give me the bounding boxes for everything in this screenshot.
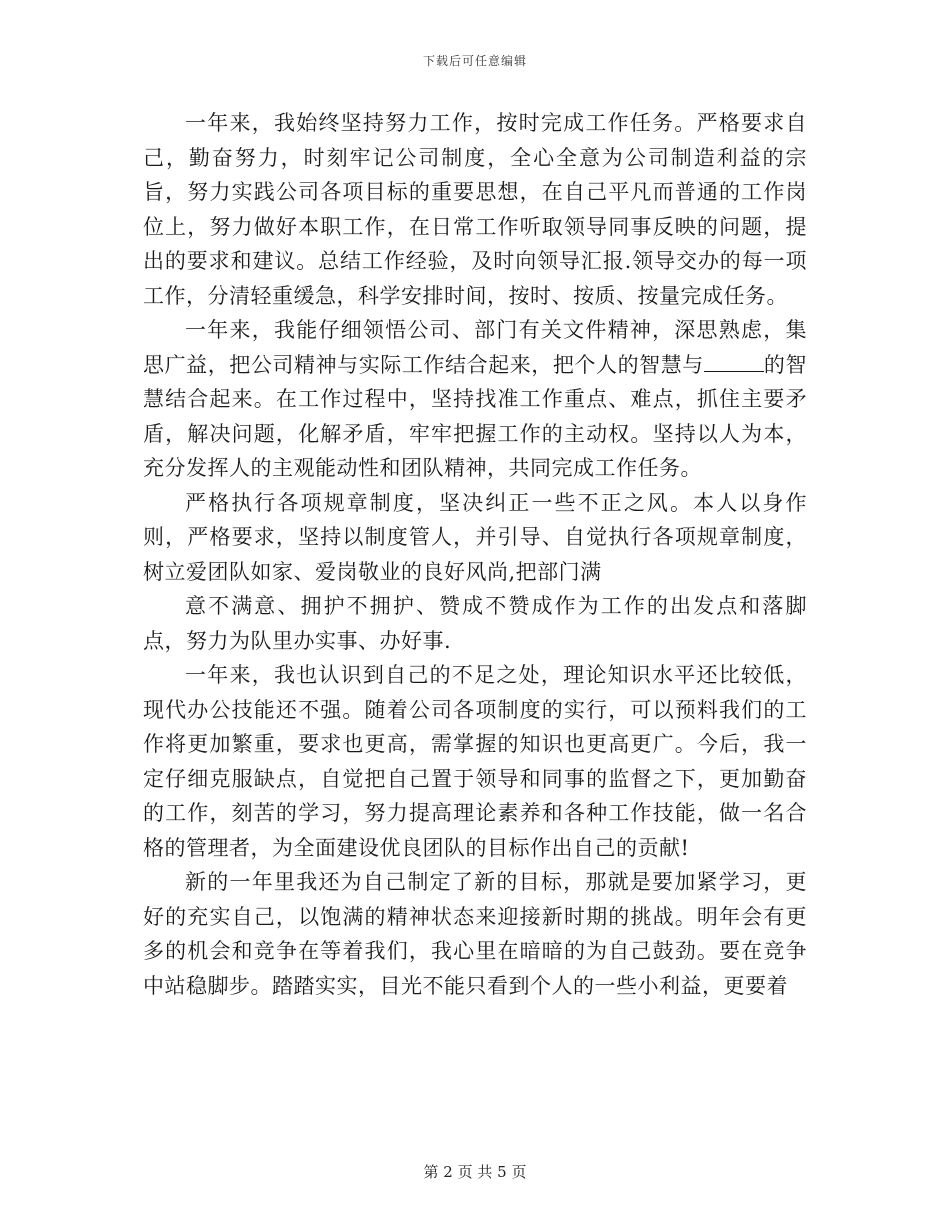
document-body xyxy=(143,106,807,1003)
fill-in-blank xyxy=(704,349,764,372)
paragraph-4: 意不满意、拥护不拥护、赞成不赞成作为工作的出发点和落脚点，努力为队里办实事、办好事. xyxy=(143,594,807,653)
paragraph-2 xyxy=(143,313,807,486)
paragraph-2-part-2: 的智慧结合起来。在工作过程中，坚持找准工作重点、难点，抓住主要矛盾，解决问题，化解矛盾，牢牢把握工作的主动权。坚持以人为本，充分发挥人的主观能动性和团队精神，共同完成工作任务。 xyxy=(143,352,808,480)
paragraph-1: 一年来，我始终坚持努力工作，按时完成工作任务。严格要求自己，勤奋努力，时刻牢记公司制度，全心全意为公司制造利益的宗旨，努力实践公司各项目标的重要思想，在自己平凡而普通的工作岗位上，努力做好本职工作，在日常工作听取领导同事反映的问题，提出的要求和建议。总结工作经验，及时向领导汇报.领导交办的每一项工作，分清轻重缓急，科学安排时间，按时、按质、按量完成任务。 xyxy=(143,111,807,308)
paragraph-6: 新的一年里我还为自己制定了新的目标，那就是要加紧学习，更好的充实自己，以饱满的精神状态来迎接新时期的挑战。明年会有更多的机会和竞争在等着我们，我心里在暗暗的为自己鼓劲。要在竞争中站稳脚步。踏踏实实，目光不能只看到个人的一些小利益，更要着 xyxy=(143,870,807,998)
page-number-footer: 第 2 页 共 5 页 xyxy=(423,1163,527,1181)
paragraph-3: 严格执行各项规章制度，坚决纠正一些不正之风。本人以身作则，严格要求，坚持以制度管人，并引导、自觉执行各项规章制度，树立爱团队如家、爱岗敬业的良好风尚,把部门满 xyxy=(143,490,807,584)
paragraph-5: 一年来，我也认识到自己的不足之处，理论知识水平还比较低，现代办公技能还不强。随着公司各项制度的实行，可以预料我们的工作将更加繁重，要求也更高，需掌握的知识也更高更广。今后，我一定仔细克服缺点，自觉把自己置于领导和同事的监督之下，更加勤奋的工作，刻苦的学习，努力提高理论素养和各种工作技能，做一名合格的管理者，为全面建设优良团队的目标作出自己的贡献! xyxy=(143,663,807,860)
paragraph-2-part-1: 一年来，我能仔细领悟公司、部门有关文件精神，深思熟虑，集思广益，把公司精神与实际工作结合起来，把个人的智慧与 xyxy=(143,318,807,377)
page-header: 下载后可任意编辑 xyxy=(422,54,527,68)
